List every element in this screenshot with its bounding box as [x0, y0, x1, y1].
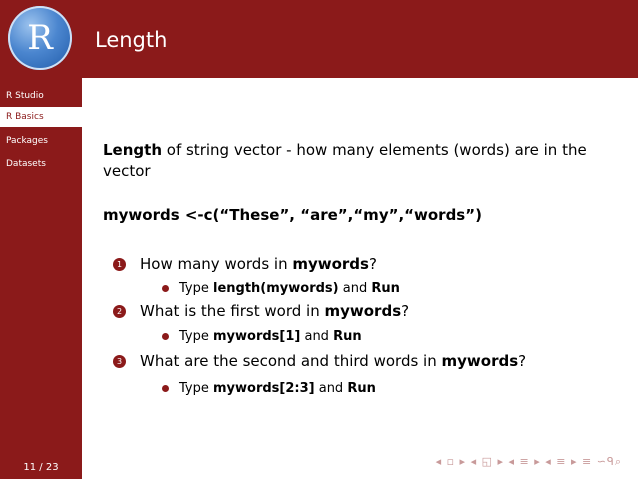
page-number: 11 / 23 [23, 462, 59, 473]
sub-item [162, 381, 376, 396]
sub-bold: Run [371, 281, 400, 296]
sidebar-item-datasets[interactable]: Datasets [6, 159, 46, 169]
bullet-icon [162, 285, 169, 292]
intro-paragraph [103, 140, 623, 182]
sub-bold: mywords[1] [213, 329, 301, 344]
r-logo-icon [8, 6, 72, 70]
code-line: mywords <-c(“These”, “are”,“my”,“words”) [103, 206, 482, 224]
sub-text: Type [179, 281, 213, 296]
sub-text: and [300, 329, 334, 344]
sidebar-item-r-basics[interactable]: R Basics [0, 107, 82, 127]
item-text: What is the first word in [140, 302, 325, 320]
sidebar-item-r-studio[interactable]: R Studio [6, 91, 44, 101]
sub-text: Type [179, 381, 213, 396]
sub-text: and [314, 381, 348, 396]
intro-bold: Length [103, 141, 162, 159]
logo-letter: R [27, 18, 53, 58]
sub-bold: mywords[2:3] [213, 381, 315, 396]
item-end: ? [401, 302, 410, 320]
sub-item [162, 281, 400, 296]
item-number: 3 [113, 355, 126, 368]
sub-text: and [338, 281, 372, 296]
sidebar [0, 78, 82, 479]
header-bar [0, 0, 638, 78]
bullet-icon [162, 385, 169, 392]
sub-item [162, 329, 362, 344]
sub-bold: length(mywords) [213, 281, 339, 296]
item-text: How many words in [140, 255, 293, 273]
list-item [113, 352, 526, 370]
sub-text: Type [179, 329, 213, 344]
beamer-navigation-icons[interactable]: ◂ ▫ ▸ ◂ ◱ ▸ ◂ ≡ ▸ ◂ ≡ ▸ ≡ ∽ᑫ⌕ [435, 455, 622, 468]
intro-text: of string vector - how many elements (words) are in the vector [103, 141, 587, 180]
sub-bold: Run [333, 329, 362, 344]
item-end: ? [368, 255, 377, 273]
item-bold: mywords [441, 352, 519, 370]
sub-bold: Run [347, 381, 376, 396]
bullet-icon [162, 333, 169, 340]
slide-title: Length [95, 28, 168, 52]
sidebar-item-packages[interactable]: Packages [6, 136, 48, 146]
item-number: 2 [113, 305, 126, 318]
item-end: ? [518, 352, 527, 370]
item-number: 1 [113, 258, 126, 271]
list-item [113, 255, 377, 273]
item-text: What are the second and third words in [140, 352, 442, 370]
list-item [113, 302, 409, 320]
item-bold: mywords [324, 302, 402, 320]
item-bold: mywords [292, 255, 369, 273]
